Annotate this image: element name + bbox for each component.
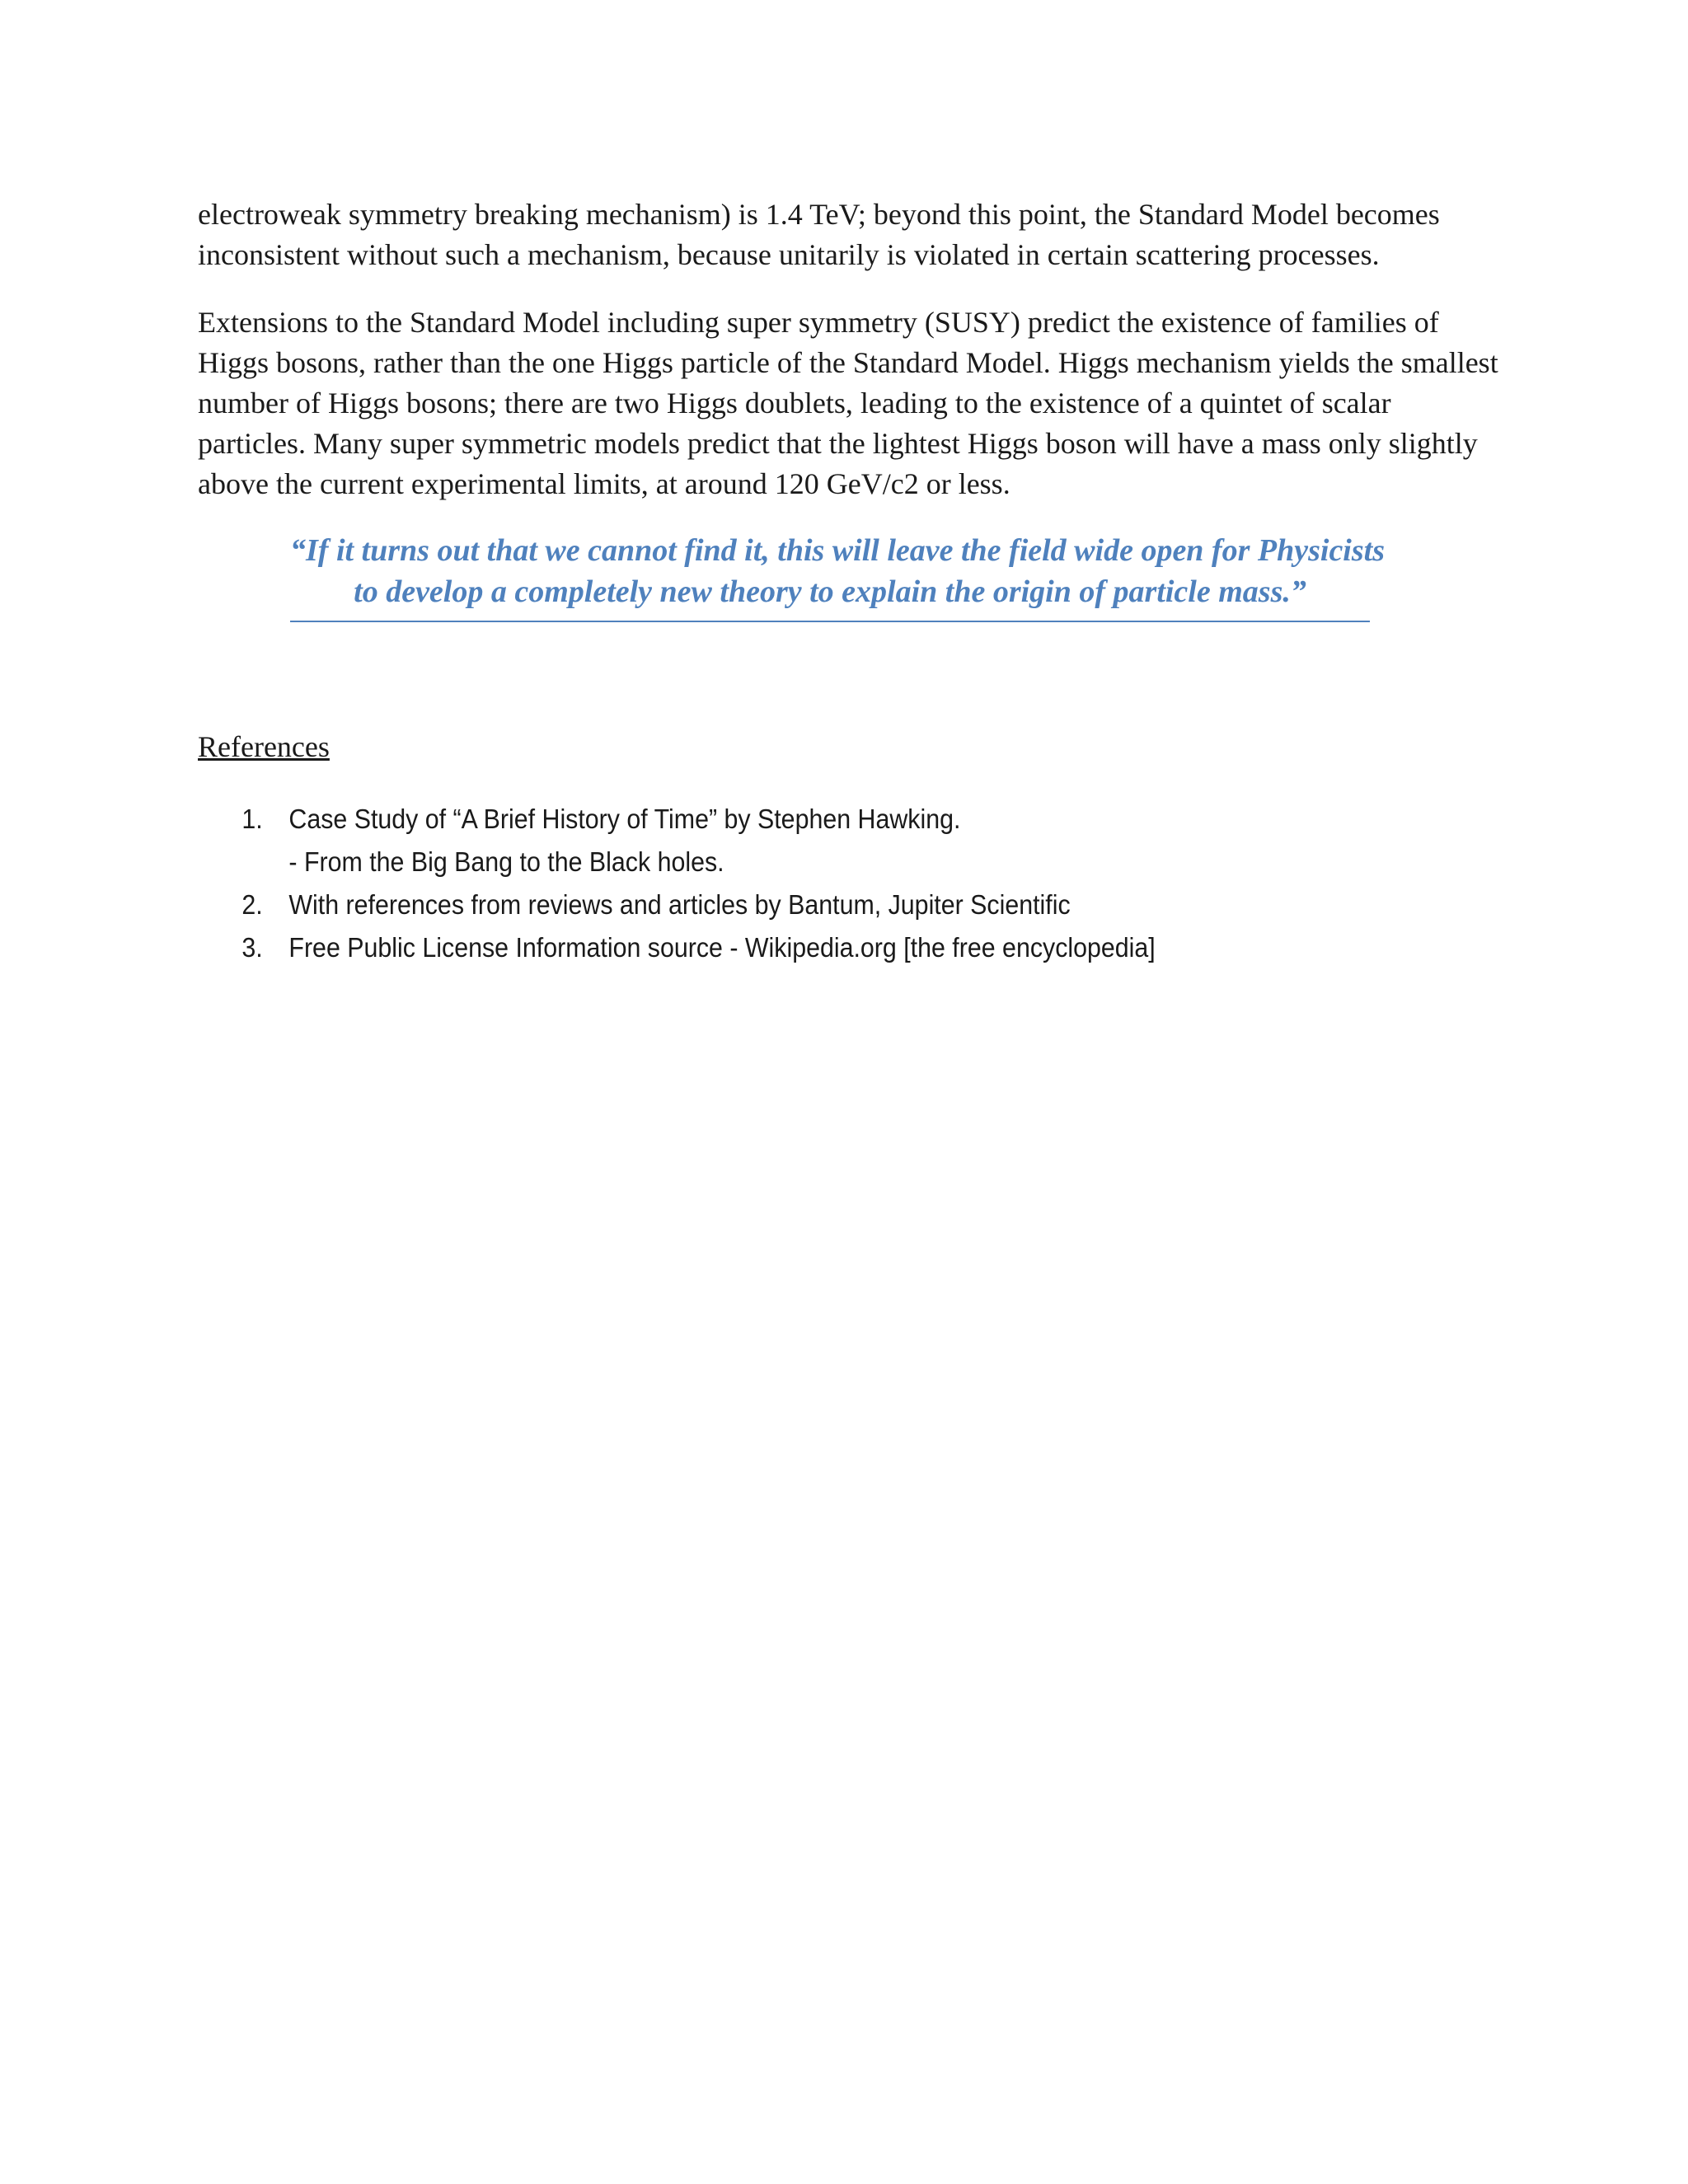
reference-item [198, 798, 1335, 883]
reference-number: 2. [241, 889, 263, 920]
reference-text: Case Study of “A Brief History of Time” by Stephen Hawking. [288, 804, 961, 834]
paragraph-electroweak: electroweak symmetry breaking mechanism) is 1.4 TeV; beyond this point, the Standard Model becomes inconsistent without such a mechanism, because unitarily is violated in certain scattering processes. [198, 198, 1440, 271]
reference-item [198, 883, 1335, 926]
reference-number: 3. [241, 932, 263, 963]
quote-line-2: to develop a completely new theory to explain the origin of particle mass.” [354, 574, 1306, 609]
references-heading: References [198, 730, 330, 763]
pull-quote [290, 530, 1385, 622]
reference-number: 1. [241, 804, 263, 834]
references-list [198, 798, 1335, 969]
reference-subtext: - From the Big Bang to the Black holes. [288, 846, 724, 877]
reference-text: Free Public License Information source - Wikipedia.org [the free encyclopedia] [288, 932, 1156, 963]
reference-item [198, 926, 1335, 969]
reference-text: With references from reviews and articles by Bantum, Jupiter Scientific [288, 889, 1071, 920]
paragraph-extensions: Extensions to the Standard Model including super symmetry (SUSY) predict the existence of families of Higgs bosons, rather than the one Higgs particle of the Standard Model. Higgs mechanism yields the smallest number of Higgs bosons; there are two Higgs doublets, leading to the existence of a quintet of scalar particles. Many super symmetric models predict that the lightest Higgs boson will have a mass only slightly above the current experimental limits, at around 120 GeV/c2 or less. [198, 306, 1498, 500]
quote-line-1: “If it turns out that we cannot find it, this will leave the field wide open for Physicists [290, 533, 1385, 568]
